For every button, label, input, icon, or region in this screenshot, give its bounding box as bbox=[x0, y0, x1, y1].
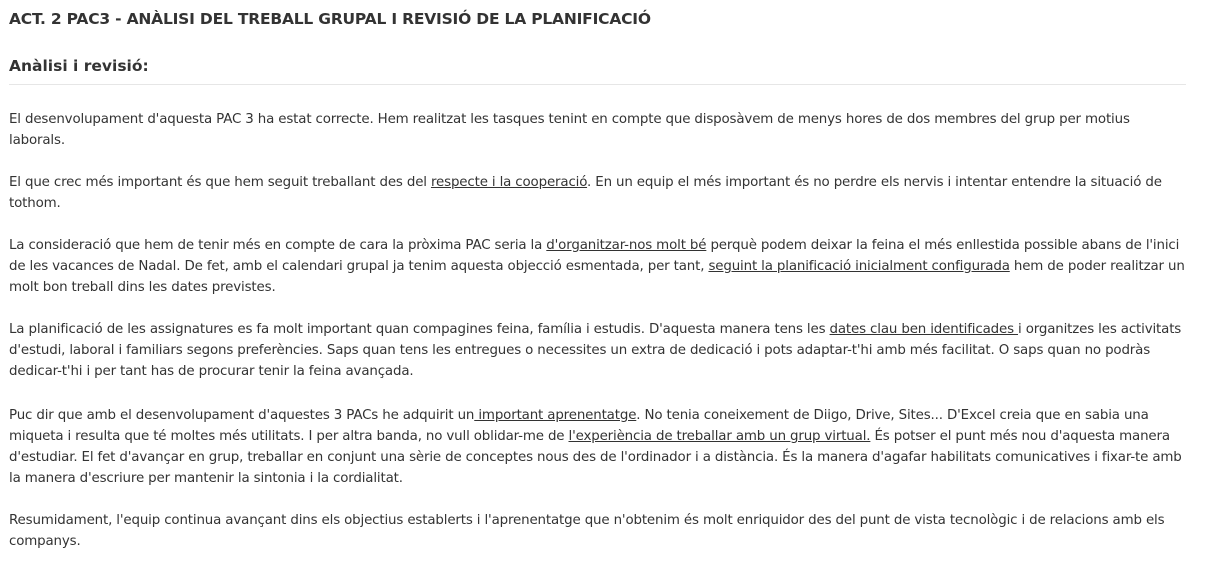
paragraph-5-text-3: És potser el punt més nou d'aquesta manera d'estudiar. El fet d'avançar en grup, treballar en conjunt una sèrie de conceptes nous des de l'ordinador i a distància. És la manera d'agafar habilitats comunicatives i fixar-te amb la manera d'escriure per mantenir la sintonia i la cordialitat. bbox=[9, 429, 1182, 486]
paragraph-3-text-3: hem de poder realitzar un molt bon treball dins les dates previstes. bbox=[9, 259, 1185, 295]
paragraph-2 bbox=[9, 172, 1186, 214]
link-seguint-planificacio[interactable]: seguint la planificació inicialment configurada bbox=[708, 259, 1010, 274]
paragraph-1-text: El desenvolupament d'aquesta PAC 3 ha estat correcte. Hem realitzat les tasques tenint en compte que disposàvem de menys hores de dos membres del grup per motius laborals. bbox=[9, 112, 1130, 148]
article-body bbox=[9, 109, 1186, 552]
paragraph-3 bbox=[9, 235, 1186, 298]
paragraph-1 bbox=[9, 109, 1186, 151]
link-important-aprenentatge[interactable]: important aprenentatge bbox=[474, 408, 637, 423]
link-experiencia-grup-virtual[interactable]: l'experiència de treballar amb un grup virtual. bbox=[568, 429, 871, 444]
paragraph-6-text: Resumidament, l'equip continua avançant dins els objectius establerts i l'aprenentatge que n'obtenim és molt enriquidor des del punt de vista tecnològic i de relacions amb els companys. bbox=[9, 513, 1165, 549]
section-heading: Anàlisi i revisió: bbox=[9, 56, 1186, 85]
paragraph-2-text-1: El que crec més important és que hem seguit treballant des del bbox=[9, 175, 431, 190]
paragraph-3-text-1: La consideració que hem de tenir més en compte de cara la pròxima PAC seria la bbox=[9, 238, 547, 253]
paragraph-5 bbox=[9, 405, 1186, 489]
paragraph-5-text-1: Puc dir que amb el desenvolupament d'aquestes 3 PACs he adquirit un bbox=[9, 408, 475, 423]
paragraph-4 bbox=[9, 319, 1186, 382]
link-respecte-cooperacio[interactable]: respecte i la cooperació bbox=[430, 175, 588, 190]
link-organitzar-nos[interactable]: d'organitzar-nos molt bé bbox=[546, 238, 707, 253]
link-dates-clau[interactable]: dates clau ben identificades bbox=[829, 322, 1019, 337]
paragraph-4-text-1: La planificació de les assignatures es fa molt important quan compagines feina, família i estudis. D'aquesta manera tens les bbox=[9, 322, 830, 337]
paragraph-6 bbox=[9, 510, 1186, 552]
paragraph-4-text-2: i organitzes les activitats d'estudi, laboral i familiars segons preferències. Saps quan tens les entregues o necessites un extra de dedicació i pots adaptar-t'hi amb més facilitat. O saps quan no podràs dedicar-t'hi i per tant has de procurar tenir la feina avançada. bbox=[9, 322, 1182, 379]
paragraph-2-text-2: . En un equip el més important és no perdre els nervis i intentar entendre la situació de tothom. bbox=[9, 175, 1162, 211]
page-title: ACT. 2 PAC3 - ANÀLISI DEL TREBALL GRUPAL I REVISIÓ DE LA PLANIFICACIÓ bbox=[9, 10, 651, 28]
paragraph-3-text-2: perquè podem deixar la feina el més enllestida possible abans de l'inici de les vacances de Nadal. De fet, amb el calendari grupal ja tenim aquesta objecció esmentada, per tant, bbox=[9, 238, 1180, 274]
paragraph-5-text-2: . No tenia coneixement de Diigo, Drive, Sites... D'Excel creia que en sabia una miqueta i resulta que té moltes més utilitats. I per altra banda, no vull oblidar-me de bbox=[9, 408, 1149, 444]
